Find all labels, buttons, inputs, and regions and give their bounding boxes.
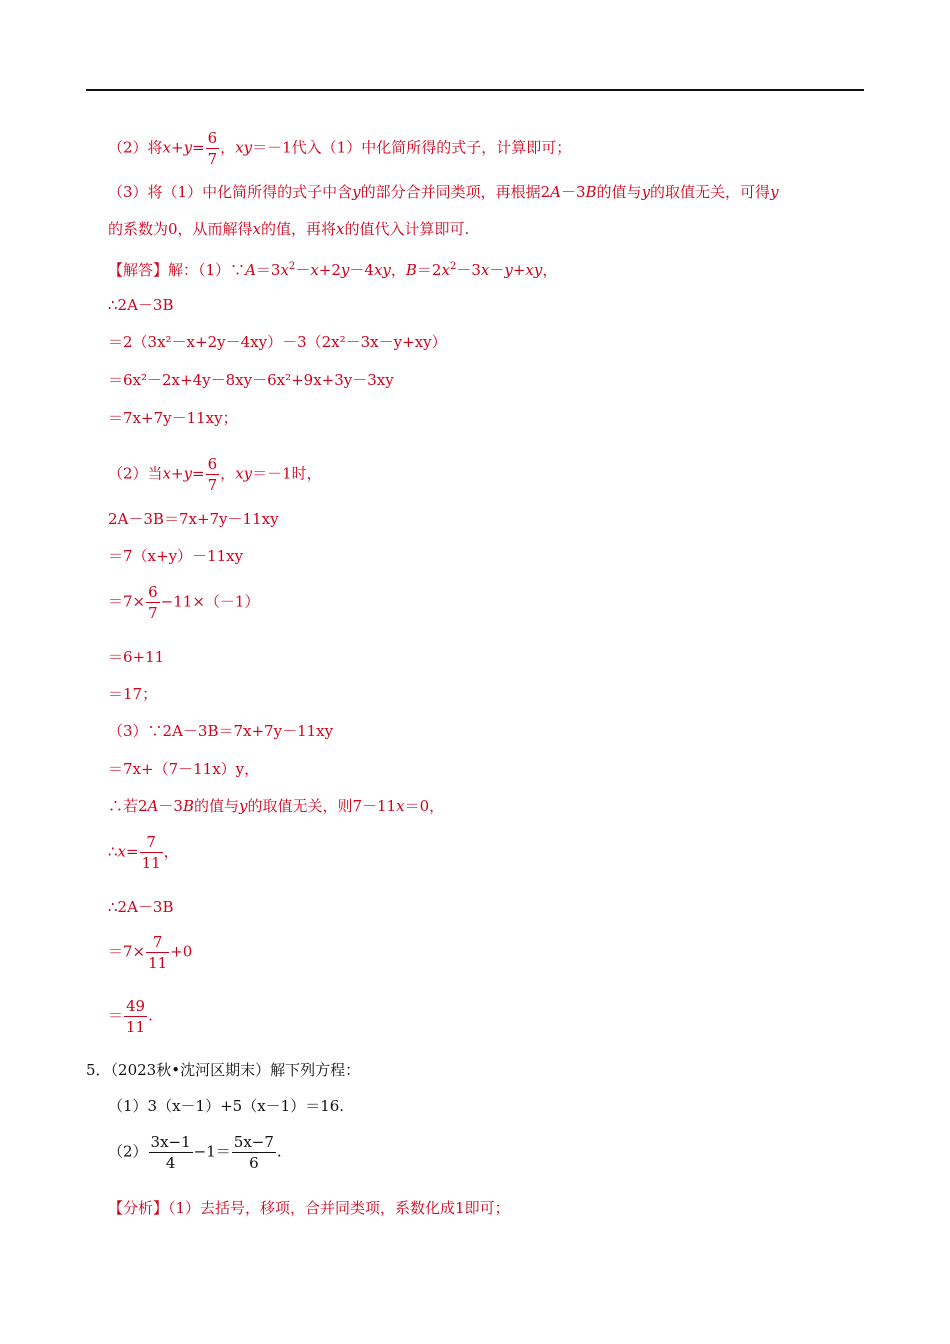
fraction-7-11: $\frac{7}{11}$ (148, 933, 168, 972)
fraction-5x-7-over-6: $\frac{5x-7}{6}$ (233, 1133, 274, 1172)
fraction-6-7: $\frac{6}{7}$ (207, 129, 218, 168)
step-therefore-2: ∴2A－3B (108, 898, 174, 916)
analysis-label: 【分析】 (108, 1199, 169, 1217)
fraction-7-11: $\frac{7}{11}$ (141, 833, 161, 872)
question-5-part-1: （1）3（x－1）+5（x－1）＝16. (108, 1097, 345, 1115)
part-2-condition: （2）当x+y= $\frac{6}{7}$ ，xy＝－1时， (108, 455, 322, 494)
fraction-6-7: $\frac{6}{7}$ (148, 583, 158, 622)
step-substitute: ＝7× $\frac{6}{7}$ −11×（－1） (108, 583, 260, 622)
solution-label: 【解答】 (108, 261, 169, 279)
analysis-q5 (108, 1198, 510, 1218)
step-collect: ＝7x+（7－11x）y， (108, 760, 260, 778)
step-result: ＝17； (108, 685, 158, 703)
header-rule (86, 89, 864, 91)
text: （2）将 (108, 138, 163, 157)
step-therefore: ∴2A－3B (108, 296, 174, 314)
step-distribute: ＝6x²－2x+4y－8xy－6x²+9x+3y－3xy (108, 371, 394, 389)
analysis-part-3: （3）将（1）中化简所得的式子中含y的部分合并同类项，再根据2A－3B的值与y的取值无关，可得y (108, 183, 779, 201)
analysis-part-2 (108, 128, 571, 169)
fraction-49-11: $\frac{49}{11}$ (126, 997, 146, 1036)
step-2a-3b: 2A－3B＝7x+7y－11xy (108, 510, 279, 528)
step-final: ＝ $\frac{49}{11}$ . (108, 997, 153, 1036)
fraction-3x-1-over-4: $\frac{3x-1}{4}$ (150, 1133, 191, 1172)
step-substitute-x: ＝7× $\frac{7}{11}$ +0 (108, 933, 193, 972)
fraction-6-7: $\frac{6}{7}$ (207, 455, 218, 494)
question-5-title: 5．（2023秋•沈河区期末）解下列方程： (86, 1061, 361, 1079)
step-x-value: ∴x= $\frac{7}{11}$ ， (108, 833, 179, 872)
step-condition: ∴若2A－3B的值与y的取值无关，则7－11x＝0， (108, 797, 445, 815)
step-expand: ＝2（3x²－x+2y－4xy）－3（2x²－3x－y+xy） (108, 333, 447, 351)
text: x+y= (162, 138, 205, 157)
part-3-start: （3）∵2A－3B＝7x+7y－11xy (108, 722, 334, 740)
step-simplified: ＝7x+7y－11xy； (108, 409, 238, 427)
analysis-part-3-cont: 的系数为0，从而解得x的值，再将x的值代入计算即可. (108, 220, 470, 238)
text: xy (235, 138, 253, 157)
text: ＝－1代入（1）中化简所得的式子，计算即可； (252, 138, 572, 157)
text: ， (220, 138, 236, 157)
step-sum: ＝6+11 (108, 648, 165, 666)
solution-header: 【解答】解：$(1)\because A=3x^2-x+2y-4xy$，$B=2x^2-3x-y+xy$， (108, 261, 558, 279)
step-factor: ＝7（x+y）－11xy (108, 547, 244, 565)
question-5-part-2: （2） $\frac{3x-1}{4}$ −1＝ $\frac{5x-7}{6}$ . (108, 1133, 282, 1172)
analysis-text: （1）去括号，移项，合并同类项，系数化成1即可； (168, 1199, 510, 1217)
